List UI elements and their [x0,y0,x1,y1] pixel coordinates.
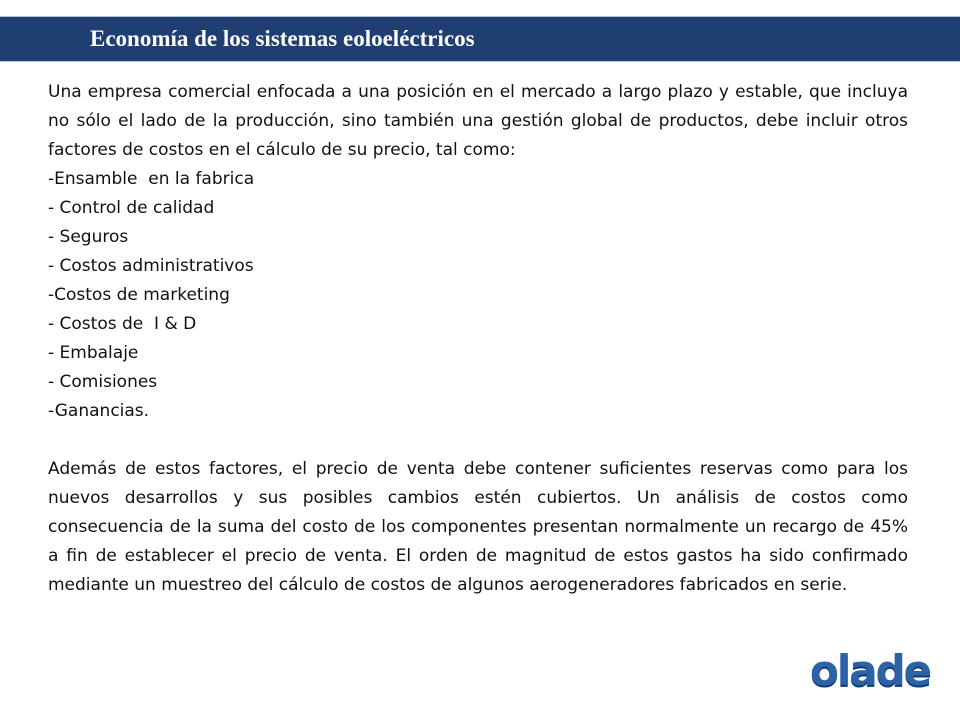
paragraph-spacer [48,426,908,455]
closing-paragraph: Además de estos factores, el precio de venta debe contener suficientes reservas como para los nuevos desarrollos y sus posibles cambios estén cubiertos. Un análisis de costos como consecuencia de la suma del costo de los componentes presentan normalmente un recargo de 45% a fin de establecer el precio de venta. El orden de magnitud de estos gastos ha sido confirmado mediante un muestreo del cálculo de costos de algunos aerogeneradores fabricados en serie. [48,459,908,595]
list-item: - Comisiones [48,372,158,392]
list-item: - Costos de I & D [48,314,197,334]
title-bar [0,16,960,62]
list-item: -Ganancias. [48,401,150,421]
list-item: -Costos de marketing [48,285,230,305]
page-title: Economía de los sistemas eoloeléctricos [90,26,475,51]
list-item: - Costos administrativos [48,256,254,276]
list-item: - Control de calidad [48,198,215,218]
slide-body [48,78,908,600]
cost-factors-list [48,165,908,426]
olade-logo: olade [810,646,931,695]
list-item: - Seguros [48,227,129,247]
intro-paragraph: Una empresa comercial enfocada a una posición en el mercado a largo plazo y estable, que incluya no sólo el lado de la producción, sino también una gestión global de productos, debe incluir otros factores de costos en el cálculo de su precio, tal como: [48,82,908,160]
list-item: -Ensamble en la fabrica [48,169,255,189]
list-item: - Embalaje [48,343,139,363]
